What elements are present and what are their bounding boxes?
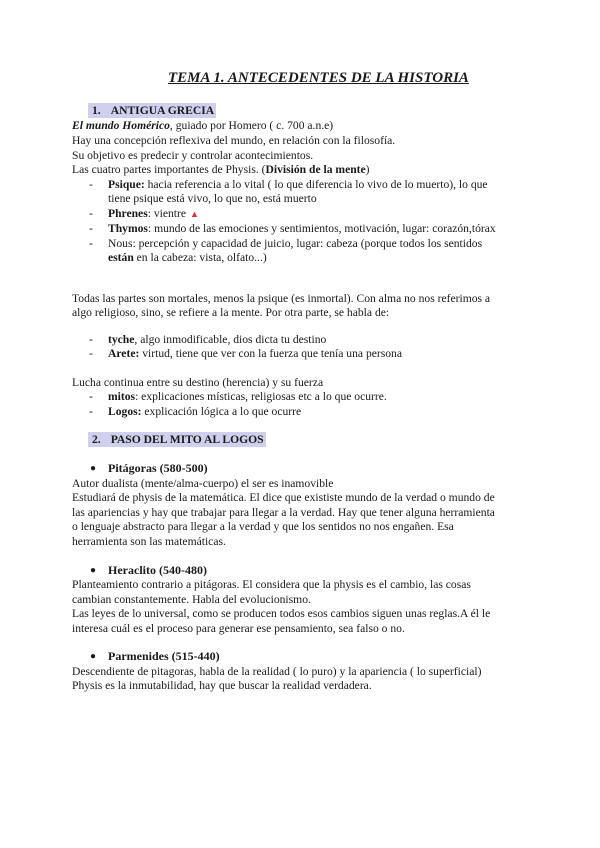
list-dash: - <box>89 207 93 220</box>
list-dash: - <box>89 222 93 235</box>
paragraph-line <box>72 162 370 177</box>
list-dash: - <box>89 347 93 360</box>
subheading-pitagoras: Pitágoras (580-500) <box>108 461 208 475</box>
section-label: ANTIGUA GRECIA <box>110 104 215 117</box>
section-number: 1. <box>92 104 101 117</box>
list-item-psique <box>108 177 488 192</box>
triangle-marker-icon: ▲ <box>190 209 199 219</box>
list-item-nous: Nous: percepción y capacidad de juicio, lugar: cabeza (porque todos los sentidos <box>108 237 483 250</box>
list-item-continuation <box>108 250 267 265</box>
paragraph-line: interesa cuál es el proceso para generar ese pensamiento, sea falso o no. <box>72 622 405 635</box>
section-heading-antigua-grecia <box>88 103 216 118</box>
definition: : explicaciones místicas, religiosas etc a lo que ocurre. <box>135 390 387 403</box>
body-text: Las cuatro partes importantes de Physis. ( <box>72 163 266 176</box>
list-dash: - <box>89 237 93 250</box>
list-dash: - <box>89 333 93 346</box>
definition: : mundo de las emociones y sentimientos, motivación, lugar: corazón,tórax <box>147 222 496 235</box>
bullet-icon: ● <box>90 565 97 576</box>
term: Psique: <box>108 178 145 191</box>
term: Arete: <box>108 347 140 360</box>
definition: , algo inmodificable, dios dicta tu destino <box>134 333 327 346</box>
paragraph-line: Descendiente de pitagoras, habla de la realidad ( lo puro) y la apariencia ( lo superficial) <box>72 665 482 678</box>
paragraph-line: herramienta son las matemáticas. <box>72 535 226 548</box>
paragraph-line: Planteamiento contrario a pitágoras. El considera que la physis es el cambio, las cosas <box>72 578 471 591</box>
body-text: ) <box>365 163 370 176</box>
list-item-tyche <box>108 332 326 347</box>
list-dash: - <box>89 390 93 403</box>
list-item-thymos <box>108 221 496 236</box>
section-heading-paso-mito-logos <box>88 432 266 447</box>
term: mitos <box>108 390 136 403</box>
section-number: 2. <box>92 433 101 446</box>
term: tyche <box>108 333 135 346</box>
term: Phrenes <box>108 207 148 220</box>
paragraph-line: Hay una concepción reflexiva del mundo, en relación con la filosofía. <box>72 134 396 147</box>
term: Thymos <box>108 222 148 235</box>
bullet-icon: ● <box>90 463 97 474</box>
body-text: , guiado por Homero ( c. 700 a.n.e) <box>169 119 334 132</box>
emphasis-text: División de la mente <box>265 163 366 176</box>
paragraph-line: Las leyes de lo universal, como se producen todos esos cambios siguen unas reglas.A él le <box>72 607 491 620</box>
paragraph-line: cambian constantemente. Habla del evolucionismo. <box>72 593 311 606</box>
list-item-logos <box>108 404 301 419</box>
list-dash: - <box>89 405 93 418</box>
list-dash: - <box>89 178 93 191</box>
paragraph-line: algo religioso, sino, se refiere a la mente. Por otra parte, se habla de: <box>72 306 390 319</box>
definition: hacia referencia a lo vital ( lo que diferencia lo vivo de lo muerto), lo que <box>144 178 488 191</box>
paragraph-line: Su objetivo es predecir y controlar acontecimientos. <box>72 149 314 162</box>
subheading-heraclito: Heraclito (540-480) <box>108 563 207 577</box>
bullet-icon: ● <box>90 651 97 662</box>
paragraph-line: o lenguaje abstracto para llegar a la verdad y que los sentidos no nos engañen. Esa <box>72 520 454 533</box>
emphasis-text: El mundo Homérico <box>72 119 170 132</box>
paragraph-line: Todas las partes son mortales, menos la psique (es inmortal). Con alma no nos referimos a <box>72 292 491 305</box>
paragraph-line: Estudiará de physis de la matemática. El dice que exististe mundo de la verdad o mundo de <box>72 491 495 504</box>
paragraph-line: Autor dualista (mente/alma-cuerpo) el ser es inamovible <box>72 477 334 490</box>
list-item-continuation: tiene psique está vivo, lo que no, está muerto <box>108 192 317 205</box>
list-item-phrenes <box>108 206 199 222</box>
page-title: TEMA 1. ANTECEDENTES DE LA HISTORIA <box>168 70 469 86</box>
definition: explicación lógica a lo que ocurre <box>141 405 302 418</box>
paragraph-line: Physis es la inmutabilidad, hay que buscar la realidad verdadera. <box>72 679 372 692</box>
body-text: en la cabeza: vista, olfato...) <box>133 251 267 264</box>
emphasis-text: están <box>108 251 134 264</box>
subheading-parmenides: Parmenides (515-440) <box>108 649 220 663</box>
paragraph-line: Lucha continua entre su destino (herencia) y su fuerza <box>72 376 324 389</box>
term: Logos: <box>108 405 142 418</box>
section-label: PASO DEL MITO AL LOGOS <box>110 433 264 446</box>
paragraph-line: las apariencias y hay que trabajar para llegar a la verdad. Hay que tener alguna herramienta <box>72 506 495 519</box>
definition: virtud, tiene que ver con la fuerza que tenía una persona <box>139 347 403 360</box>
definition: : vientre <box>147 207 187 220</box>
list-item-mitos <box>108 389 387 404</box>
list-item-arete <box>108 346 402 361</box>
paragraph-mundo-homerico <box>72 118 333 133</box>
